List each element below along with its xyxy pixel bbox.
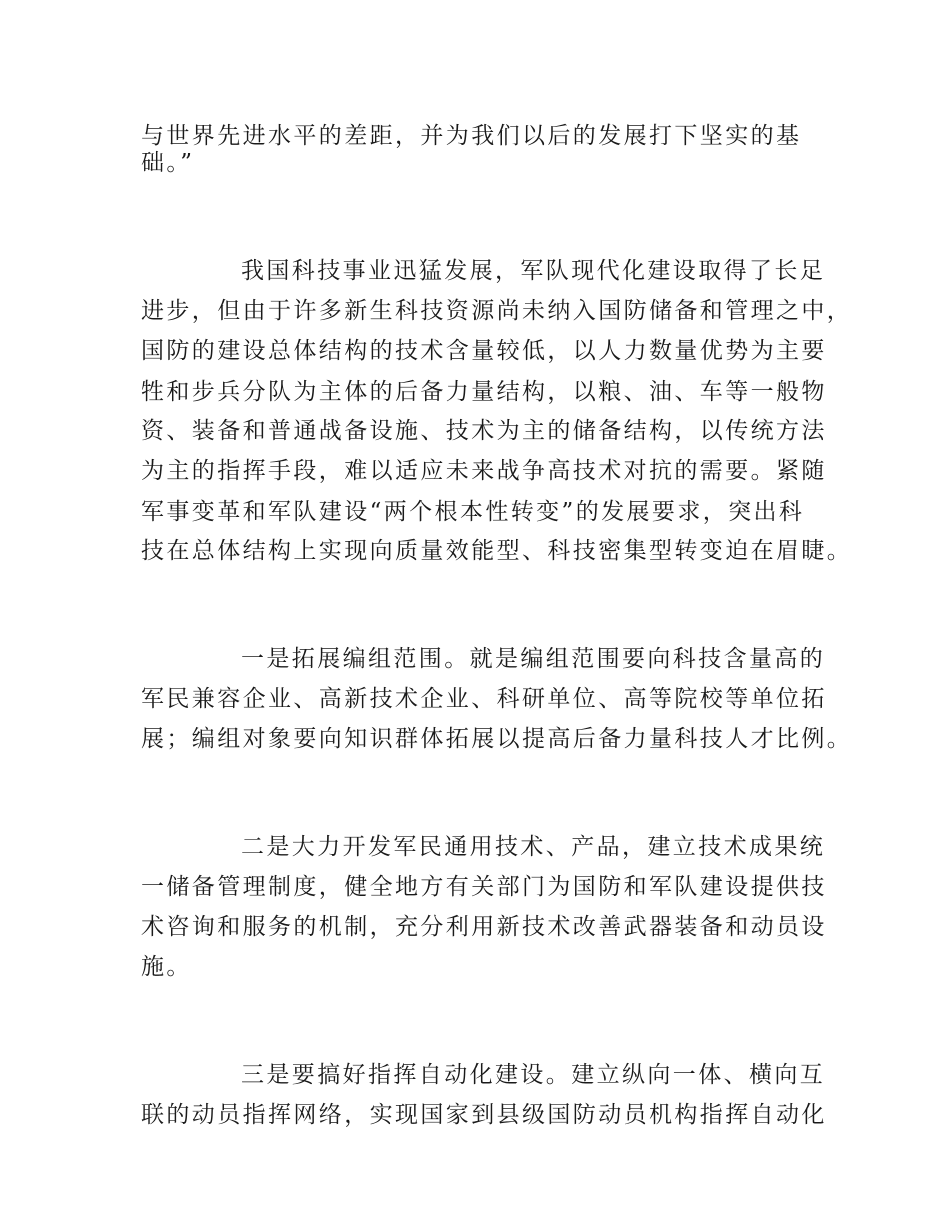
paragraph-2-line-5: 资、装备和普通战备设施、技术为主的储备结构，以传统方法 <box>141 418 827 444</box>
paragraph-4-line-1: 二是大力开发军民通用技术、产品，建立技术成果统 <box>241 834 826 860</box>
paragraph-2-line-2: 进步，但由于许多新生科技资源尚未纳入国防储备和管理之中， <box>141 298 853 324</box>
paragraph-2-line-1: 我国科技事业迅猛发展，军队现代化建设取得了长足 <box>241 258 826 284</box>
paragraph-2-line-8: 技在总体结构上实现向质量效能型、科技密集型转变迫在眉睫。 <box>141 538 853 564</box>
paragraph-3-line-1: 一是拓展编组范围。就是编组范围要向科技含量高的 <box>241 646 826 672</box>
paragraph-3-line-2: 军民兼容企业、高新技术企业、科研单位、高等院校等单位拓 <box>141 686 827 712</box>
paragraph-3-line-3: 展；编组对象要向知识群体拓展以提高后备力量科技人才比例。 <box>141 726 853 752</box>
paragraph-4-line-2: 一储备管理制度，健全地方有关部门为国防和军队建设提供技 <box>141 874 827 900</box>
paragraph-2-line-7: 军事变革和军队建设“两个根本性转变”的发展要求，突出科 <box>141 499 805 525</box>
paragraph-1-line-2: 础。” <box>141 150 195 176</box>
paragraph-5-line-2: 联的动员指挥网络，实现国家到县级国防动员机构指挥自动化 <box>141 1102 827 1128</box>
paragraph-2-line-3: 国防的建设总体结构的技术含量较低，以人力数量优势为主要 <box>141 338 827 364</box>
paragraph-1-line-1: 与世界先进水平的差距，并为我们以后的发展打下坚实的基 <box>141 123 802 149</box>
paragraph-5-line-1: 三是要搞好指挥自动化建设。建立纵向一体、横向互 <box>241 1062 826 1088</box>
paragraph-4-line-3: 术咨询和服务的机制，充分利用新技术改善武器装备和动员设 <box>141 914 827 940</box>
paragraph-2-line-4: 牲和步兵分队为主体的后备力量结构，以粮、油、车等一般物 <box>141 379 827 405</box>
paragraph-2-line-6: 为主的指挥手段，难以适应未来战争高技术对抗的需要。紧随 <box>141 458 827 484</box>
paragraph-4-line-4: 施。 <box>141 954 192 980</box>
